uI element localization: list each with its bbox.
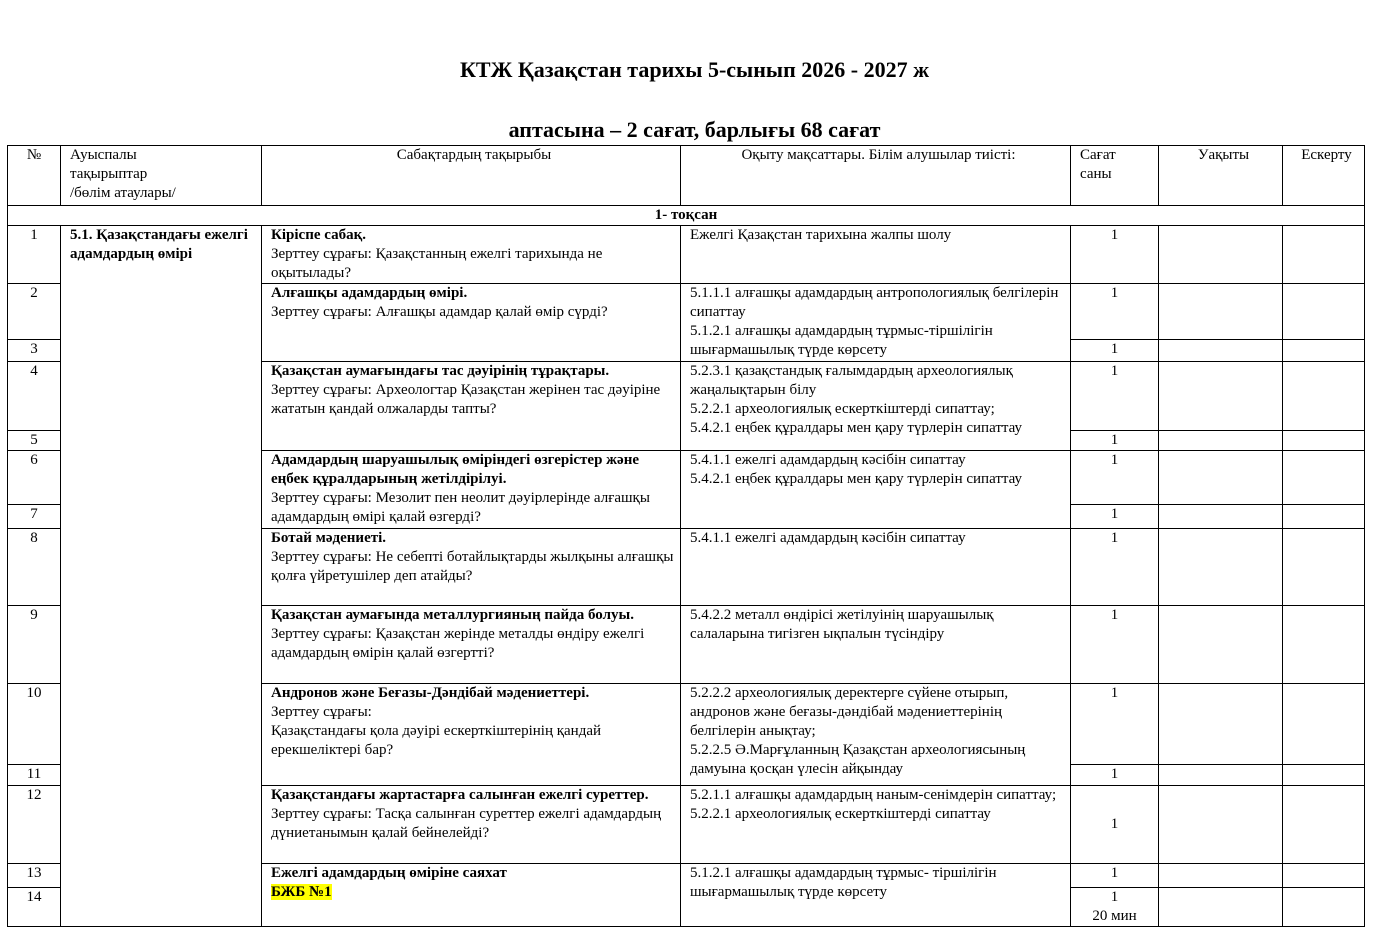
row-number: 5 [8,431,61,451]
research-question-cont: Қазақстандағы қола дәуірі ескерткіштерінің қандай ерекшеліктері бар? [271,723,602,758]
hours-cell: 1 [1071,362,1159,431]
note-cell [1283,765,1365,786]
col-header-section-l1: Ауыспалы [70,147,137,163]
quarter-label: 1- тоқсан [8,206,1365,226]
time-cell [1159,529,1283,606]
quarter-row [8,206,1365,226]
note-cell [1283,786,1365,864]
note-cell [1283,431,1365,451]
row-number: 11 [8,765,61,786]
hours-extra: 20 мин [1092,908,1137,924]
time-cell [1159,606,1283,684]
col-header-topic: Сабақтардың тақырыбы [262,146,681,206]
lesson-objectives [681,864,1071,927]
row-number: 7 [8,505,61,529]
objective: 5.1.2.1 алғашқы адамдардың тұрмыс-тіршілігін шығармашылық түрде көрсету [690,323,993,358]
objective: 5.2.3.1 қазақстандық ғалымдардың археологиялық жаңалықтарын білу [690,363,1013,398]
hours-cell: 1 [1071,284,1159,340]
hours-value: 1 [1110,889,1119,905]
time-cell [1159,864,1283,888]
row-number: 10 [8,684,61,765]
col-header-section-l3: /бөлім атаулары/ [70,185,176,201]
note-cell [1283,505,1365,529]
lesson-objectives [681,684,1071,786]
time-cell [1159,362,1283,431]
col-header-objectives: Оқыту мақсаттары. Білім алушылар тиісті: [681,146,1071,206]
lesson-objectives [681,786,1071,864]
row-number: 14 [8,888,61,927]
note-cell [1283,226,1365,284]
row-number: 9 [8,606,61,684]
research-question: Зерттеу сұрағы: [271,704,372,720]
objective: 5.4.1.1 ежелгі адамдардың кәсібін сипаттау [690,530,966,546]
research-question: Зерттеу сұрағы: Археологтар Қазақстан жерінен тас дәуіріне жататын қандай олжаларды тапты? [271,382,661,417]
hours-cell: 1 [1071,786,1159,864]
page-title: КТЖ Қазақстан тарихы 5-сынып 2026 - 2027 ж [459,57,930,82]
lesson-title: Андронов және Беғазы-Дәндібай мәдениеттері. [271,685,590,701]
lesson-topic [262,864,681,927]
row-number: 1 [8,226,61,284]
objective: 5.4.1.1 ежелгі адамдардың кәсібін сипаттау [690,452,966,468]
lesson-topic [262,684,681,786]
hours-cell: 1 [1071,606,1159,684]
time-cell [1159,786,1283,864]
hours-cell: 1 [1071,505,1159,529]
lesson-objectives [681,606,1071,684]
lesson-topic [262,284,681,362]
col-header-section-l2: тақырыптар [70,166,148,182]
lesson-objectives [681,226,1071,284]
col-header-hours-l2: саны [1080,166,1112,182]
col-header-hours-l1: Сағат [1080,147,1116,163]
research-question: Зерттеу сұрағы: Тасқа салынған суреттер ежелгі адамдардың дүниетанымын қалай бейнелейді? [271,806,662,841]
hours-cell: 1 [1071,684,1159,765]
lesson-topic [262,451,681,529]
time-cell [1159,888,1283,927]
objective: 5.2.2.1 археологиялық ескерткіштерді сипаттау [690,806,991,822]
section-title: 5.1. Қазақстандағы ежелгі адамдардың өмірі [61,226,262,927]
col-header-num: № [8,146,61,206]
note-cell [1283,340,1365,362]
time-cell [1159,684,1283,765]
lesson-title: Ежелгі адамдардың өміріне саяхат [271,865,507,881]
hours-cell: 1 [1071,864,1159,888]
objective: 5.2.1.1 алғашқы адамдардың наным-сенімдерін сипаттау; [690,787,1057,803]
row-number: 4 [8,362,61,431]
objective: 5.1.2.1 алғашқы адамдардың тұрмыс- тіршілігін шығармашылық түрде көрсету [690,865,997,900]
hours-cell: 1 [1071,431,1159,451]
plan-table [7,145,1365,927]
table-header-row [8,146,1365,206]
note-cell [1283,888,1365,927]
research-question: Зерттеу сұрағы: Қазақстанның ежелгі тарихында не оқытылады? [271,246,603,281]
col-header-section [61,146,262,206]
objective: 5.4.2.1 еңбек құралдары мен қару түрлерін сипаттау [690,420,1023,436]
lesson-topic [262,786,681,864]
lesson-title: Ботай мәдениеті. [271,530,387,546]
assessment-badge: БЖБ №1 [271,884,332,900]
time-cell [1159,431,1283,451]
lesson-objectives [681,284,1071,362]
hours-cell: 1 [1071,451,1159,505]
lesson-title: Қазақстандағы жартастарға салынған ежелгі суреттер. [271,787,649,803]
page-subtitle: аптасына – 2 сағат, барлығы 68 сағат [508,117,881,142]
note-cell [1283,362,1365,431]
row-number: 6 [8,451,61,505]
note-cell [1283,684,1365,765]
note-cell [1283,284,1365,340]
lesson-topic [262,362,681,451]
row-number: 12 [8,786,61,864]
time-cell [1159,340,1283,362]
lesson-title: Қазақстан аумағындағы тас дәуірінің тұрақтары. [271,363,610,379]
research-question: Зерттеу сұрағы: Қазақстан жерінде металды өндіру ежелгі адамдардың өмірін қалай өзгертті? [271,626,645,661]
hours-cell [1071,888,1159,927]
lesson-title: Алғашқы адамдардың өмірі. [271,285,468,301]
lesson-objectives [681,362,1071,451]
research-question: Зерттеу сұрағы: Мезолит пен неолит дәуірлерінде алғашқы адамдардың өмірі қалай өзгерді? [271,490,650,525]
row-number: 13 [8,864,61,888]
research-question: Зерттеу сұрағы: Алғашқы адамдар қалай өмір сүрді? [271,304,608,320]
time-cell [1159,765,1283,786]
lesson-objectives [681,451,1071,529]
research-question: Зерттеу сұрағы: Не себепті ботайлықтарды жылқыны алғашқы қолға үйретушілер деп атайды? [271,549,674,584]
lesson-topic [262,226,681,284]
hours-cell: 1 [1071,765,1159,786]
objective: 5.4.2.2 металл өндірісі жетілуінің шаруашылық салаларына тигізген ықпалын түсіндіру [690,607,994,642]
row-number: 3 [8,340,61,362]
hours-cell: 1 [1071,529,1159,606]
lesson-topic [262,529,681,606]
time-cell [1159,284,1283,340]
lesson-topic [262,606,681,684]
time-cell [1159,226,1283,284]
objective: 5.2.2.2 археологиялық деректерге сүйене отырып, андронов және беғазы-дәндібай мәдениеттерінің белгілерін анықтау; [690,685,1009,739]
objective: 5.4.2.1 еңбек құралдары мен қару түрлерін сипаттау [690,471,1023,487]
lesson-title: Кіріспе сабақ. [271,227,366,243]
note-cell [1283,529,1365,606]
note-cell [1283,606,1365,684]
table-row [8,226,1365,284]
objective: Ежелгі Қазақстан тарихына жалпы шолу [690,227,952,243]
note-cell [1283,451,1365,505]
time-cell [1159,505,1283,529]
col-header-note: Ескерту [1283,146,1365,206]
lesson-objectives [681,529,1071,606]
lesson-title: Адамдардың шаруашылық өміріндегі өзгерістер және еңбек құралдарының жетілдірілуі. [271,452,639,487]
note-cell [1283,864,1365,888]
hours-cell: 1 [1071,226,1159,284]
objective: 5.2.2.5 Ә.Марғұланның Қазақстан археологиясының дамуына қосқан үлесін айқындау [690,742,1026,777]
hours-cell: 1 [1071,340,1159,362]
col-header-time: Уақыты [1159,146,1283,206]
row-number: 8 [8,529,61,606]
time-cell [1159,451,1283,505]
lesson-title: Қазақстан аумағында металлургияның пайда болуы. [271,607,634,623]
col-header-hours [1071,146,1159,206]
row-number: 2 [8,284,61,340]
objective: 5.2.2.1 археологиялық ескерткіштерді сипаттау; [690,401,995,417]
objective: 5.1.1.1 алғашқы адамдардың антропологиялық белгілерін сипаттау [690,285,1059,320]
